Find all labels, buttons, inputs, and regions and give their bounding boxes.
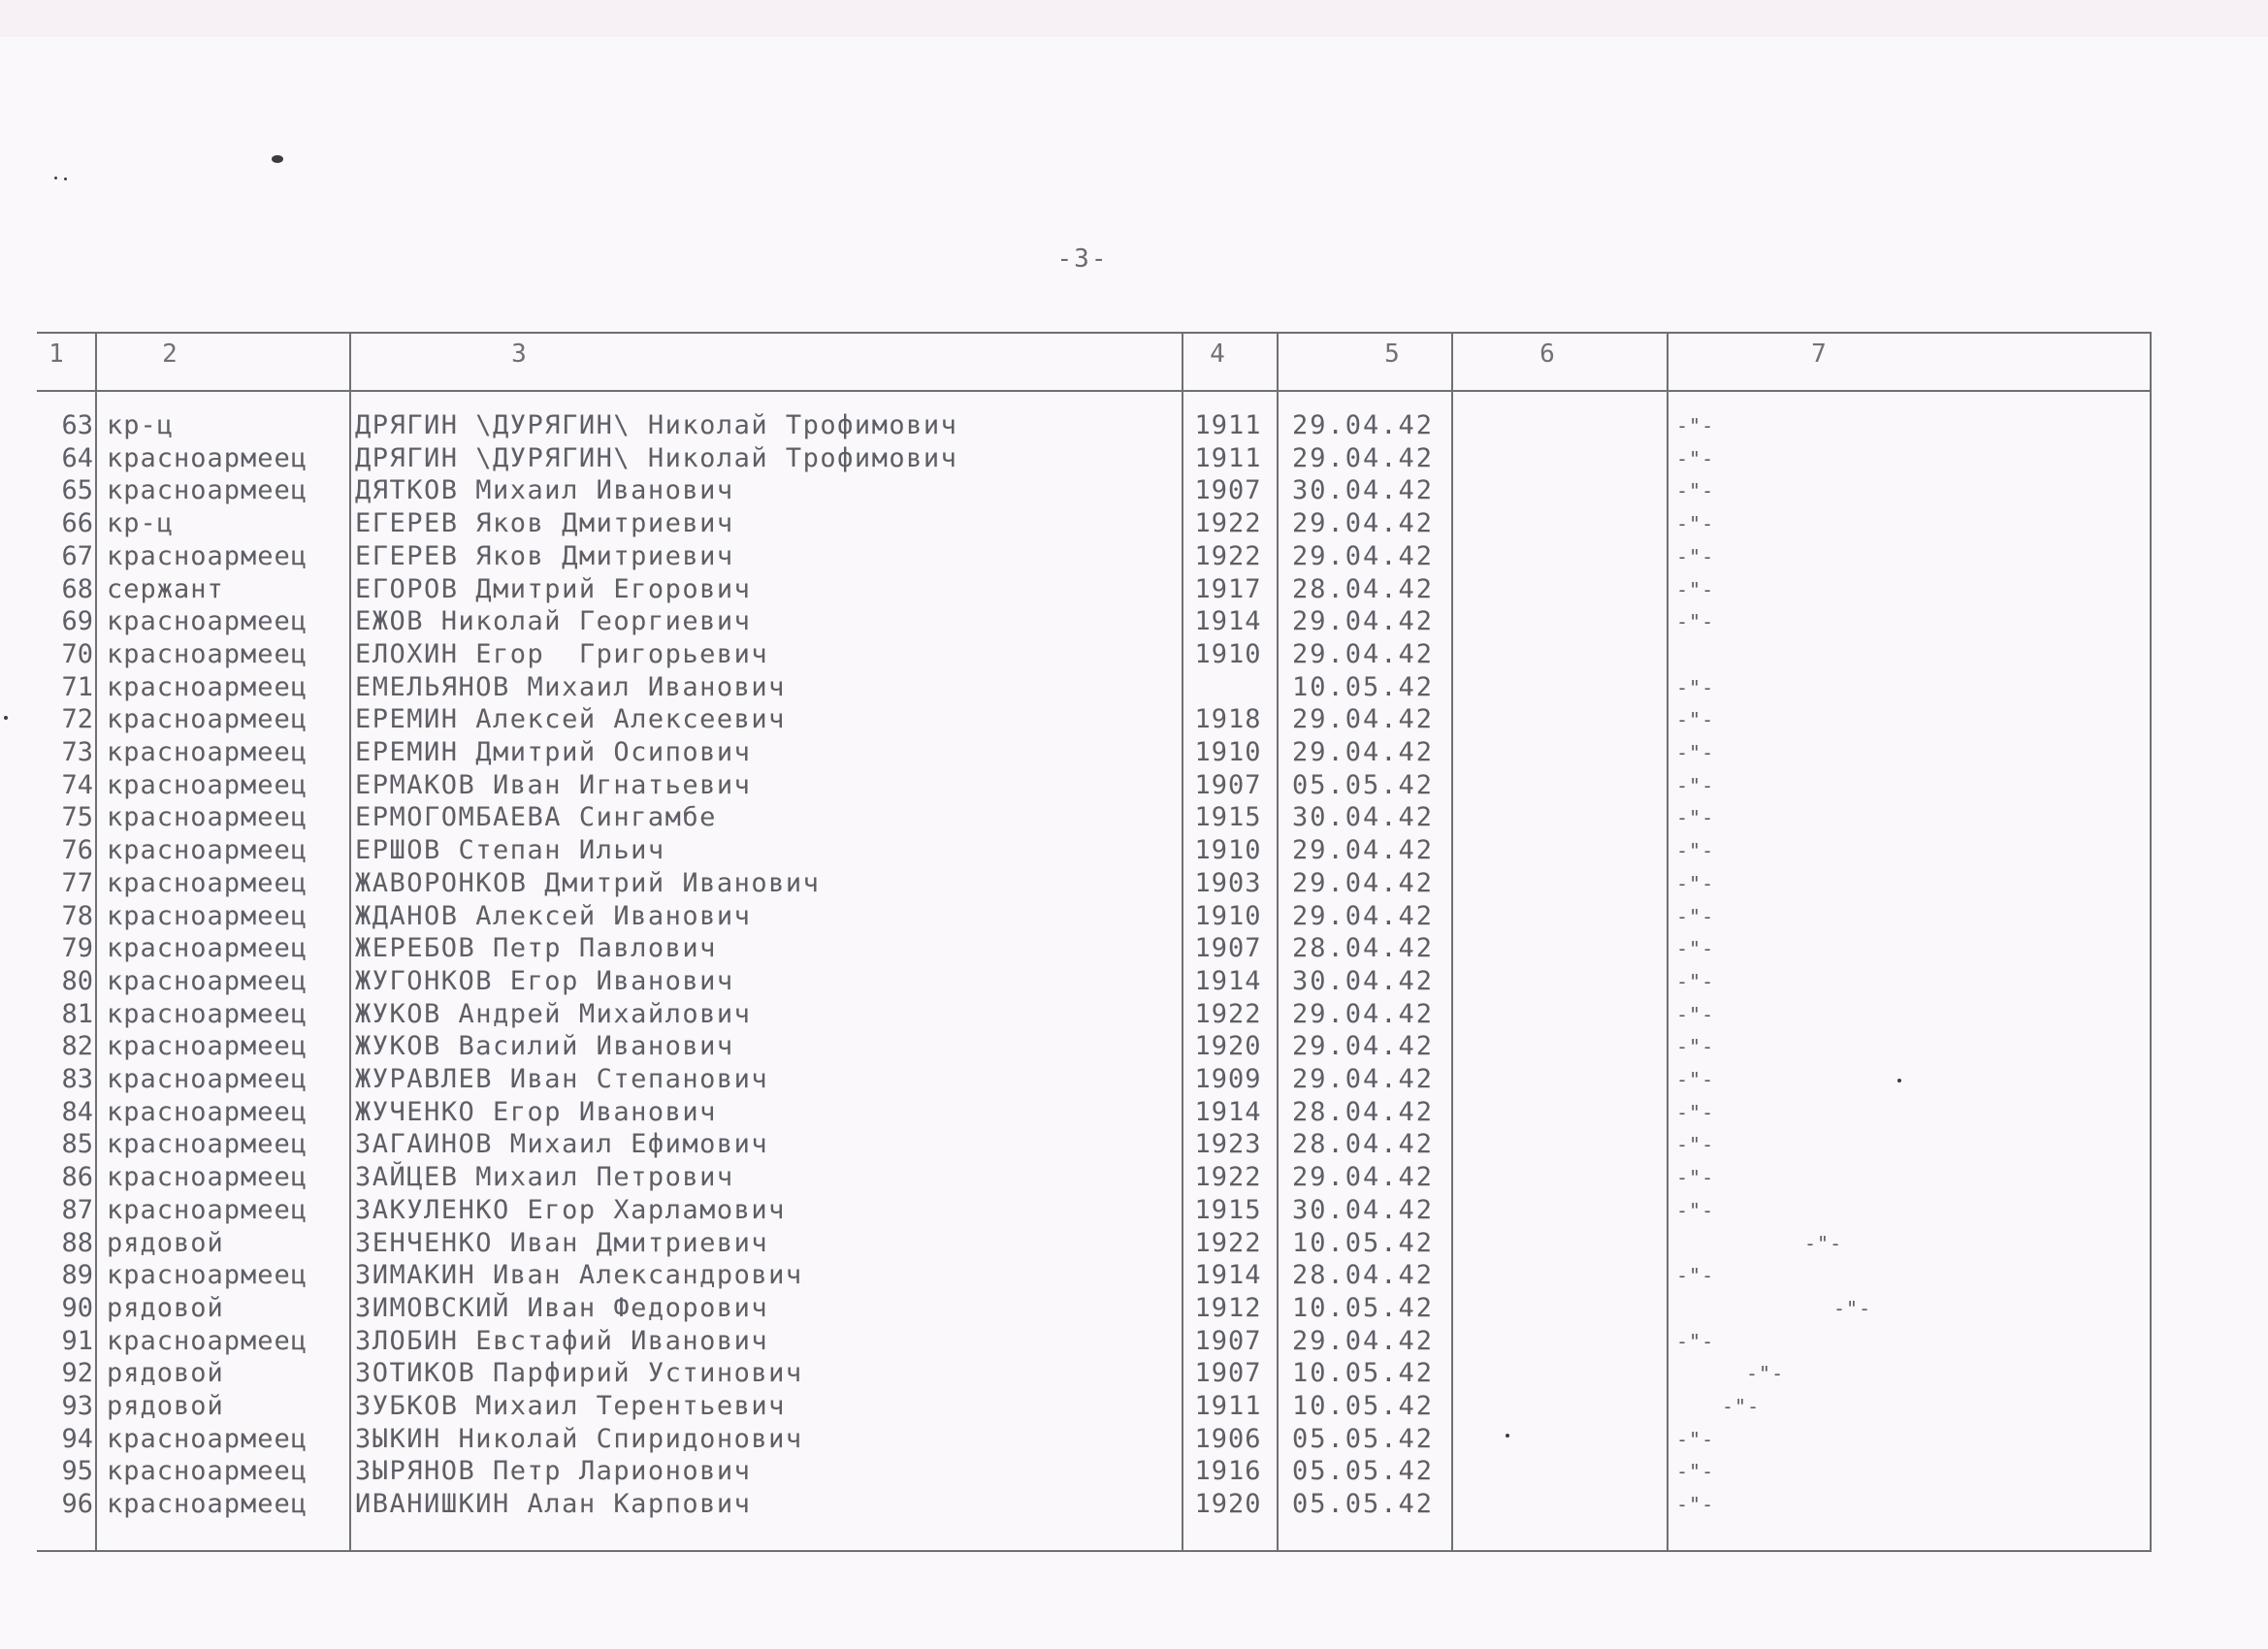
row-number: 84 [61,1097,93,1127]
date-cell: 29.04.42 [1291,737,1435,767]
column-divider [1182,332,1183,1552]
birth-year-cell: 1914 [1194,1097,1262,1127]
date-cell: 29.04.42 [1291,508,1435,538]
date-cell: 29.04.42 [1291,1031,1435,1061]
name-cell: ЕРЕМИН Дмитрий Осипович [355,737,752,767]
col7-cell: -"- [1676,414,1715,437]
birth-year-cell: 1922 [1194,1162,1262,1192]
birth-year-cell: 1911 [1194,410,1262,440]
birth-year-cell: 1907 [1194,475,1262,505]
header-col-2: 2 [162,340,178,369]
name-cell: ДРЯГИН \ДУРЯГИН\ Николай Трофимович [355,443,958,473]
date-cell: 30.04.42 [1291,966,1435,996]
name-cell: ЗЛОБИН Евстафий Иванович [355,1326,769,1356]
date-cell: 29.04.42 [1291,868,1435,898]
col7-cell: -"- [1676,545,1715,568]
rank-cell: рядовой [107,1293,224,1323]
header-col-3: 3 [511,340,527,369]
col7-cell: -"- [1676,937,1715,960]
birth-year-cell: 1923 [1194,1129,1262,1159]
birth-year-cell: 1922 [1194,999,1262,1029]
date-cell: 28.04.42 [1291,1129,1435,1159]
row-number: 72 [61,704,93,734]
rank-cell: красноармеец [107,1097,308,1127]
date-cell: 10.05.42 [1291,1391,1435,1421]
birth-year-cell: 1911 [1194,443,1262,473]
col7-cell: -"- [1676,839,1715,862]
birth-year-cell: 1920 [1194,1031,1262,1061]
name-cell: ЕМЕЛЬЯНОВ Михаил Иванович [355,672,786,702]
date-cell: 29.04.42 [1291,835,1435,865]
col7-cell: -"- [1676,1199,1715,1222]
birth-year-cell: 1907 [1194,770,1262,800]
name-cell: ЕРМОГОМБАЕВА Сингамбе [355,802,717,832]
rank-cell: красноармеец [107,1489,308,1519]
birth-year-cell: 1918 [1194,704,1262,734]
row-number: 66 [61,508,93,538]
date-cell: 10.05.42 [1291,1228,1435,1258]
name-cell: ДРЯГИН \ДУРЯГИН\ Николай Трофимович [355,410,958,440]
row-number: 92 [61,1358,93,1388]
table-bottom-border [37,1550,2152,1552]
name-cell: ЗЫКИН Николай Спиридонович [355,1424,803,1454]
name-cell: ЗАГАИНОВ Михаил Ефимович [355,1129,769,1159]
col7-cell: -"- [1676,447,1715,470]
name-cell: ЗОТИКОВ Парфирий Устинович [355,1358,803,1388]
name-cell: ЗУБКОВ Михаил Терентьевич [355,1391,786,1421]
col7-cell: -"- [1676,1264,1715,1287]
header-bottom-border [37,390,2152,392]
col7-cell: -"- [1676,1460,1715,1483]
col7-cell: -"- [1676,708,1715,731]
name-cell: ЕЖОВ Николай Георгиевич [355,606,752,636]
name-cell: ЖУЧЕНКО Егор Иванович [355,1097,717,1127]
rank-cell: красноармеец [107,999,308,1029]
rank-cell: красноармеец [107,1424,308,1454]
col7-cell: -"- [1722,1395,1761,1418]
name-cell: ЗИМОВСКИЙ Иван Федорович [355,1293,769,1323]
birth-year-cell: 1914 [1194,606,1262,636]
col7-cell: -"- [1676,610,1715,633]
col7-cell: -"- [1676,512,1715,535]
rank-cell: красноармеец [107,966,308,996]
col7-cell: -"- [1676,741,1715,764]
ink-speck [1897,1079,1901,1083]
row-number: 69 [61,606,93,636]
date-cell: 29.04.42 [1291,443,1435,473]
date-cell: 05.05.42 [1291,1424,1435,1454]
row-number: 63 [61,410,93,440]
date-cell: 29.04.42 [1291,606,1435,636]
row-number: 93 [61,1391,93,1421]
col7-cell: -"- [1676,905,1715,928]
birth-year-cell: 1910 [1194,639,1262,669]
birth-year-cell: 1910 [1194,835,1262,865]
row-number: 73 [61,737,93,767]
rank-cell: кр-ц [107,508,175,538]
rank-cell: красноармеец [107,868,308,898]
name-cell: ЗЫРЯНОВ Петр Ларионович [355,1456,752,1486]
date-cell: 29.04.42 [1291,1326,1435,1356]
date-cell: 29.04.42 [1291,901,1435,931]
row-number: 86 [61,1162,93,1192]
name-cell: ЕГОРОВ Дмитрий Егорович [355,574,752,604]
date-cell: 05.05.42 [1291,770,1435,800]
date-cell: 29.04.42 [1291,1162,1435,1192]
col7-cell: -"- [1676,1330,1715,1353]
name-cell: ЗАКУЛЕНКО Егор Харламович [355,1195,786,1225]
date-cell: 10.05.42 [1291,1358,1435,1388]
row-number: 74 [61,770,93,800]
row-number: 71 [61,672,93,702]
rank-cell: красноармеец [107,1456,308,1486]
rank-cell: рядовой [107,1358,224,1388]
col7-cell: -"- [1676,806,1715,829]
name-cell: ЖУКОВ Василий Иванович [355,1031,734,1061]
rank-cell: красноармеец [107,1129,308,1159]
date-cell: 05.05.42 [1291,1456,1435,1486]
name-cell: ЖУКОВ Андрей Михайлович [355,999,752,1029]
rank-cell: красноармеец [107,770,308,800]
header-col-5: 5 [1384,340,1400,369]
row-number: 82 [61,1031,93,1061]
rank-cell: красноармеец [107,475,308,505]
rank-cell: красноармеец [107,1031,308,1061]
date-cell: 29.04.42 [1291,541,1435,571]
row-number: 80 [61,966,93,996]
col7-cell: -"- [1676,1101,1715,1124]
row-number: 70 [61,639,93,669]
col7-cell: -"- [1676,1133,1715,1156]
row-number: 77 [61,868,93,898]
row-number: 91 [61,1326,93,1356]
date-cell: 30.04.42 [1291,802,1435,832]
rank-cell: красноармеец [107,672,308,702]
birth-year-cell: 1906 [1194,1424,1262,1454]
name-cell: ЖАВОРОНКОВ Дмитрий Иванович [355,868,821,898]
rank-cell: красноармеец [107,1162,308,1192]
name-cell: ЖДАНОВ Алексей Иванович [355,901,752,931]
column-divider [1451,332,1453,1552]
name-cell: ИВАНИШКИН Алан Карпович [355,1489,752,1519]
row-number: 78 [61,901,93,931]
date-cell: 10.05.42 [1291,1293,1435,1323]
row-number: 89 [61,1260,93,1290]
date-cell: 28.04.42 [1291,1097,1435,1127]
col7-cell: -"- [1676,479,1715,502]
birth-year-cell: 1903 [1194,868,1262,898]
col7-cell: -"- [1746,1362,1785,1385]
rank-cell: красноармеец [107,443,308,473]
ink-speck [272,155,283,163]
birth-year-cell: 1914 [1194,966,1262,996]
birth-year-cell: 1915 [1194,802,1262,832]
col7-cell: -"- [1676,578,1715,601]
birth-year-cell: 1907 [1194,1358,1262,1388]
row-number: 76 [61,835,93,865]
date-cell: 28.04.42 [1291,574,1435,604]
date-cell: 29.04.42 [1291,639,1435,669]
date-cell: 29.04.42 [1291,410,1435,440]
birth-year-cell: 1922 [1194,1228,1262,1258]
birth-year-cell: 1922 [1194,541,1262,571]
rank-cell: красноармеец [107,1195,308,1225]
column-divider [349,332,351,1552]
row-number: 67 [61,541,93,571]
rank-cell: красноармеец [107,606,308,636]
date-cell: 29.04.42 [1291,1064,1435,1094]
ink-speck [4,716,8,720]
header-col-7: 7 [1811,340,1827,369]
col7-cell: -"- [1676,1493,1715,1516]
name-cell: ЖУГОНКОВ Егор Иванович [355,966,734,996]
name-cell: ЕГЕРЕВ Яков Дмитриевич [355,541,734,571]
birth-year-cell: 1907 [1194,933,1262,963]
date-cell: 30.04.42 [1291,1195,1435,1225]
birth-year-cell: 1912 [1194,1293,1262,1323]
col7-cell: -"- [1676,676,1715,699]
name-cell: ЗИМАКИН Иван Александрович [355,1260,803,1290]
col7-cell: -"- [1676,872,1715,895]
page-number: -3- [1056,244,1109,274]
birth-year-cell: 1910 [1194,737,1262,767]
birth-year-cell: 1920 [1194,1489,1262,1519]
ink-speck [1506,1434,1509,1438]
row-number: 90 [61,1293,93,1323]
date-cell: 28.04.42 [1291,1260,1435,1290]
row-number: 65 [61,475,93,505]
name-cell: ЗАЙЦЕВ Михаил Петрович [355,1162,734,1192]
name-cell: ЕГЕРЕВ Яков Дмитриевич [355,508,734,538]
header-col-1: 1 [49,340,64,369]
name-cell: ЕРМАКОВ Иван Игнатьевич [355,770,752,800]
birth-year-cell: 1910 [1194,901,1262,931]
birth-year-cell: 1914 [1194,1260,1262,1290]
date-cell: 10.05.42 [1291,672,1435,702]
row-number: 85 [61,1129,93,1159]
col7-cell: -"- [1676,970,1715,993]
row-number: 96 [61,1489,93,1519]
date-cell: 29.04.42 [1291,999,1435,1029]
rank-cell: красноармеец [107,541,308,571]
table-right-border [2150,332,2152,1552]
rank-cell: красноармеец [107,1326,308,1356]
row-number: 87 [61,1195,93,1225]
row-number: 95 [61,1456,93,1486]
table-top-border [37,332,2152,334]
rank-cell: красноармеец [107,1260,308,1290]
rank-cell: сержант [107,574,224,604]
row-number: 79 [61,933,93,963]
name-cell: ЖЕРЕБОВ Петр Павлович [355,933,717,963]
name-cell: ЖУРАВЛЕВ Иван Степанович [355,1064,769,1094]
rank-cell: кр-ц [107,410,175,440]
birth-year-cell: 1909 [1194,1064,1262,1094]
rank-cell: красноармеец [107,802,308,832]
col7-cell: -"- [1833,1297,1872,1320]
rank-cell: красноармеец [107,933,308,963]
col7-cell: -"- [1804,1232,1843,1255]
name-cell: ЕЛОХИН Егор Григорьевич [355,639,769,669]
row-number: 88 [61,1228,93,1258]
column-divider [95,332,97,1552]
rank-cell: красноармеец [107,737,308,767]
header-col-4: 4 [1210,340,1225,369]
ink-speck [54,177,57,179]
name-cell: ЕРЕМИН Алексей Алексеевич [355,704,786,734]
rank-cell: красноармеец [107,639,308,669]
col7-cell: -"- [1676,1035,1715,1058]
date-cell: 05.05.42 [1291,1489,1435,1519]
row-number: 83 [61,1064,93,1094]
ink-speck [64,178,67,180]
birth-year-cell: 1916 [1194,1456,1262,1486]
col7-cell: -"- [1676,1166,1715,1189]
rank-cell: рядовой [107,1228,224,1258]
row-number: 94 [61,1424,93,1454]
row-number: 64 [61,443,93,473]
column-divider [1277,332,1279,1552]
birth-year-cell: 1907 [1194,1326,1262,1356]
row-number: 81 [61,999,93,1029]
date-cell: 28.04.42 [1291,933,1435,963]
col7-cell: -"- [1676,1068,1715,1091]
rank-cell: красноармеец [107,901,308,931]
name-cell: ЕРШОВ Степан Ильич [355,835,665,865]
column-divider [1667,332,1669,1552]
name-cell: ДЯТКОВ Михаил Иванович [355,475,734,505]
row-number: 75 [61,802,93,832]
birth-year-cell: 1911 [1194,1391,1262,1421]
rank-cell: красноармеец [107,704,308,734]
row-number: 68 [61,574,93,604]
rank-cell: красноармеец [107,835,308,865]
rank-cell: красноармеец [107,1064,308,1094]
col7-cell: -"- [1676,774,1715,797]
date-cell: 29.04.42 [1291,704,1435,734]
birth-year-cell: 1917 [1194,574,1262,604]
birth-year-cell: 1915 [1194,1195,1262,1225]
col7-cell: -"- [1676,1003,1715,1026]
birth-year-cell: 1922 [1194,508,1262,538]
rank-cell: рядовой [107,1391,224,1421]
name-cell: ЗЕНЧЕНКО Иван Дмитриевич [355,1228,769,1258]
date-cell: 30.04.42 [1291,475,1435,505]
header-col-6: 6 [1539,340,1555,369]
col7-cell: -"- [1676,1428,1715,1451]
